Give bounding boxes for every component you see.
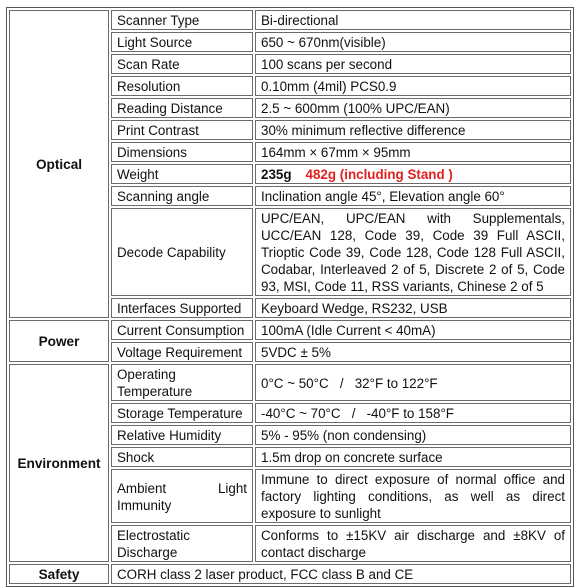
section-power: Power [9,320,109,362]
row-value: -40°C ~ 70°C / -40°F to 158°F [255,403,571,423]
row-value: 650 ~ 670nm(visible) [255,32,571,52]
row-label: Scanning angle [111,186,253,206]
row-label: Print Contrast [111,120,253,140]
section-safety: Safety [9,564,109,584]
row-label-part: Immunity [117,497,172,513]
row-label: Electrostatic Discharge [111,525,253,562]
row-value: 1.5m drop on concrete surface [255,447,571,467]
row-value: 5VDC ± 5% [255,342,571,362]
table-row [9,320,571,340]
row-value: Conforms to ±15KV air discharge and ±8KV of contact discharge [255,525,571,562]
section-optical: Optical [9,10,109,318]
row-value: 30% minimum reflective difference [255,120,571,140]
row-value: CORH class 2 laser product, FCC class B and CE [111,564,571,584]
table-row [9,564,571,584]
row-value: 0.10mm (4mil) PCS0.9 [255,76,571,96]
weight-with-stand: 482g (including Stand ) [305,167,453,182]
row-label: Voltage Requirement [111,342,253,362]
row-value [255,164,571,184]
row-label-part: Light [217,480,247,496]
row-label: Weight [111,164,253,184]
row-label: Operating Temperature [111,364,253,401]
section-environment: Environment [9,364,109,562]
table-row [9,10,571,30]
row-value: 0°C ~ 50°C / 32°F to 122°F [255,364,571,401]
row-label-part: Ambient [117,480,167,496]
row-label: Decode Capability [111,208,253,296]
row-label: Shock [111,447,253,467]
row-value: 100 scans per second [255,54,571,74]
row-label: Interfaces Supported [111,298,253,318]
weight-value: 235g [261,167,292,182]
row-value: 5% - 95% (non condensing) [255,425,571,445]
row-label: Reading Distance [111,98,253,118]
row-value: 100mA (Idle Current < 40mA) [255,320,571,340]
row-value: UPC/EAN, UPC/EAN with Supplementals, UCC/EAN 128, Code 39, Code 39 Full ASCII, Trioptic Code 39, Code 128, Code 128 Full ASCII, Codabar, Interleaved 2 of 5, Discrete 2 of 5, Code 93, MSI, Code 11, RSS variants, Chinese 2 of 5 [255,208,571,296]
row-label: Storage Temperature [111,403,253,423]
table-row [9,364,571,401]
row-value: Inclination angle 45°, Elevation angle 60° [255,186,571,206]
spec-table [6,7,574,587]
row-value: 164mm × 67mm × 95mm [255,142,571,162]
row-label: Relative Humidity [111,425,253,445]
row-value: Immune to direct exposure of normal office and factory lighting conditions, as well as direct exposure to sunlight [255,469,571,523]
row-label [111,469,253,523]
row-value: Keyboard Wedge, RS232, USB [255,298,571,318]
row-label: Current Consumption [111,320,253,340]
row-label: Scan Rate [111,54,253,74]
row-label: Scanner Type [111,10,253,30]
row-label: Dimensions [111,142,253,162]
row-label: Resolution [111,76,253,96]
row-value: Bi-directional [255,10,571,30]
row-value: 2.5 ~ 600mm (100% UPC/EAN) [255,98,571,118]
row-label: Light Source [111,32,253,52]
